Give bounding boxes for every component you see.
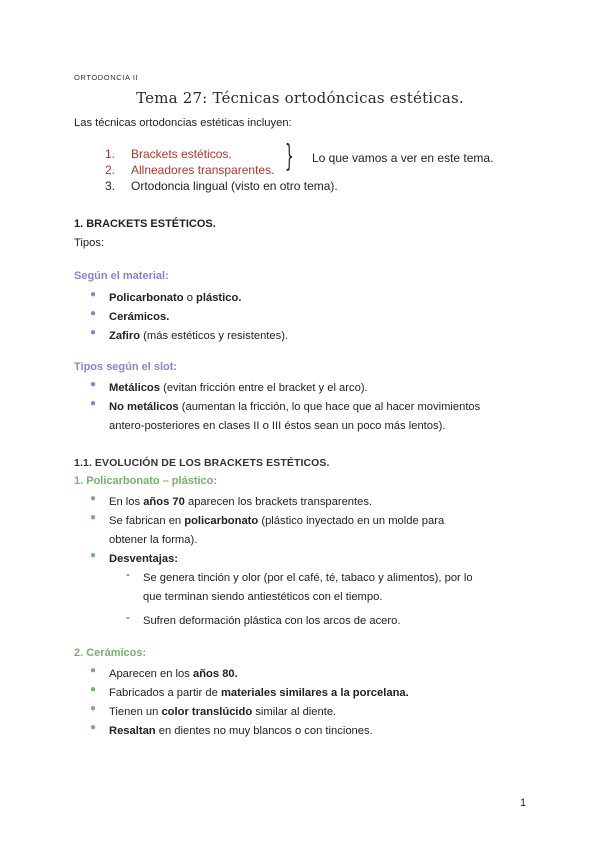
bullet-icon: ● — [90, 379, 97, 390]
brace-note: Lo que vamos a ver en este tema. — [312, 151, 494, 165]
subsection-heading: 1.1. EVOLUCIÓN DE LOS BRACKETS ESTÉTICOS. — [74, 457, 330, 469]
ceramicos-heading: 2. Cerámicos: — [74, 647, 147, 659]
section-heading: 1. BRACKETS ESTÉTICOS. — [74, 218, 216, 230]
bullet-icon: ● — [90, 512, 97, 523]
page-title: Tema 27: Técnicas ortodóncicas estéticas. — [136, 89, 464, 107]
bullet-icon: ● — [90, 550, 97, 561]
bullet-icon: ● — [90, 722, 97, 733]
bullet-icon: ● — [90, 327, 97, 338]
bullet-icon: ● — [90, 665, 97, 676]
intro-text: Las técnicas ortodoncias estéticas incluyen: — [74, 117, 292, 129]
list-item: 2. Allneadores transparentes. — [105, 163, 275, 177]
bullet-icon: ● — [90, 684, 97, 695]
list-item: 1. Brackets estéticos. — [105, 147, 232, 161]
running-header: ORTODONCIA II — [74, 73, 139, 82]
bullet-icon: ● — [90, 493, 97, 504]
bullet-icon: ● — [90, 703, 97, 714]
curly-brace: } — [285, 139, 294, 174]
page-number: 1 — [520, 797, 527, 809]
policarbonato-heading: 1. Policarbonato – plástico: — [74, 475, 218, 487]
list-item: 3. Ortodoncia lingual (visto en otro tema). — [105, 179, 338, 193]
section-subtext: Tipos: — [74, 237, 105, 249]
bullet-icon: ● — [90, 289, 97, 300]
material-heading: Según el material: — [74, 270, 169, 282]
slot-heading: Tipos según el slot: — [74, 361, 178, 373]
bullet-icon: ● — [90, 398, 97, 409]
bullet-icon: ● — [90, 308, 97, 319]
